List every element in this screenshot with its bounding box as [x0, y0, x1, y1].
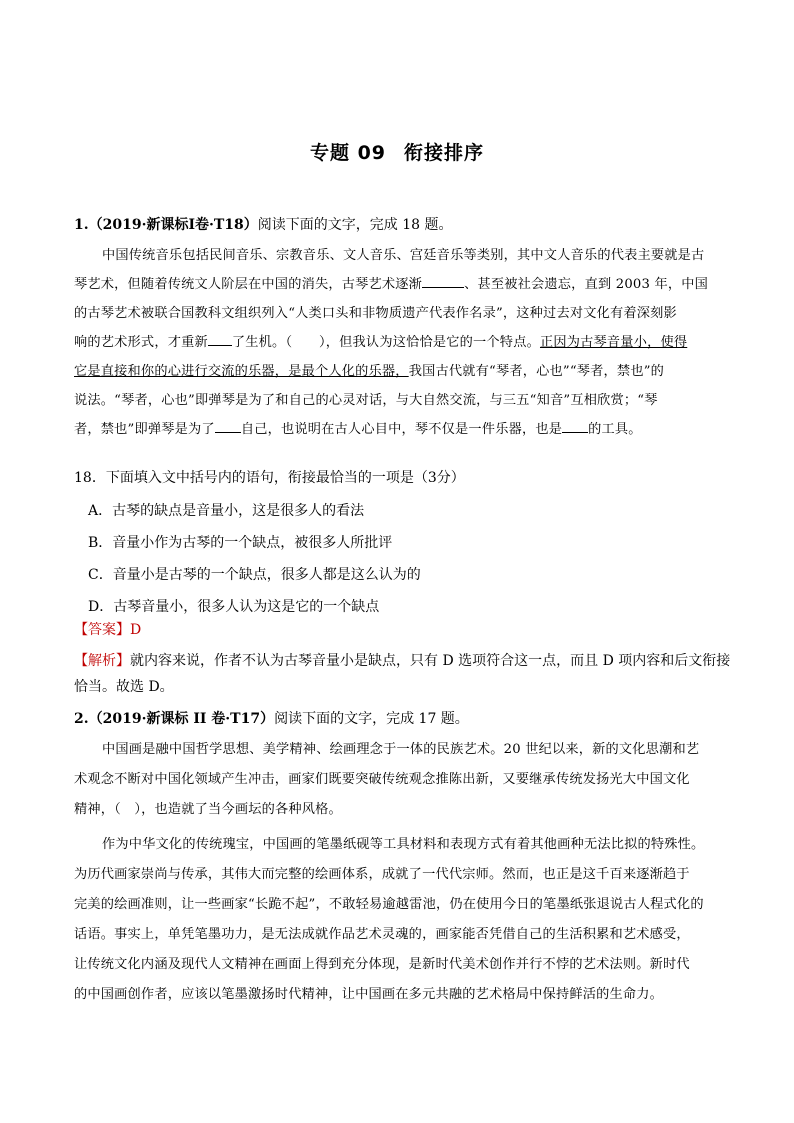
underlined-text: 正因为古琴音量小，使得 [539, 335, 688, 350]
analysis-block [74, 648, 731, 700]
fill-blank [215, 419, 241, 433]
passage-line: 的中国画创作者，应该以笔墨激扬时代精神，让中国画在多元共融的艺术格局中保持鲜活的生命力。 [74, 987, 664, 1002]
passage-line: 精神，（ ），也造就了当今画坛的各种风格。 [74, 802, 342, 817]
question-1-header [74, 214, 724, 234]
passage-line: 作为中华文化的传统瑰宝，中国画的笔墨纸砚等工具材料和表现方式有着其他画种无法比拟的特殊性。 [102, 837, 705, 852]
passage-line: 的古琴艺术被联合国教科文组织列入“人类口头和非物质遗产代表作名录”，这种过去对文化有着深刻影 [74, 306, 677, 321]
question-2-header [74, 708, 724, 728]
question-1-number: 1. [74, 217, 89, 233]
underlined-text: 它是直接和你的心进行交流的乐器，是最个人化的乐器， [74, 364, 409, 379]
passage-line: 话语。事实上，单凭笔墨功力，是无法成就作品艺术灵魂的，画家能否凭借自己的生活积累和艺术感受， [74, 927, 690, 942]
passage-line: 它是直接和你的心进行交流的乐器，是最个人化的乐器，我国古代就有“琴者，心也”“琴者，禁也”的 [74, 364, 665, 379]
question-2-passage-1 [74, 735, 724, 825]
question-2-source: （2019·新课标 II 卷·T17） [88, 711, 275, 727]
title-topic-name: 衔接排序 [404, 142, 485, 164]
option-a: A．古琴的缺点是音量小，这是很多人的看法 [88, 503, 365, 519]
passage-line: 让传统文化内涵及现代人文精神在画面上得到充分体现，是新时代美术创作并行不悖的艺术法则。新时代 [74, 957, 690, 972]
fill-blank [562, 419, 588, 433]
passage-line: 者，禁也”即弹琴是为了 自己，也说明在古人心目中，琴不仅是一件乐器，也是 的工具。 [74, 415, 724, 444]
question-2-number: 2. [74, 711, 89, 727]
answer-value: D [130, 622, 142, 638]
passage-line: 为历代画家崇尚与传承，其伟大而完整的绘画体系，成就了一代代宗师。然而，也正是这千百来逐渐趋于 [74, 867, 690, 882]
passage-line: 说法。“琴者，心也”即弹琴是为了和自己的心灵对话，与大自然交流，与三五“知音”互相欣赏；“琴 [74, 393, 658, 408]
question-1-instruction: 阅读下面的文字，完成 18 题。 [257, 217, 453, 233]
answer-label: 【答案】 [74, 622, 130, 638]
passage-line: 完美的绘画准则，让一些画家“长跪不起”，不敢轻易逾越雷池，仍在使用今日的笔墨纸张退说古人程式化的 [74, 897, 704, 912]
question-2-passage-2 [74, 830, 724, 1010]
question-1-source: （2019·新课标Ⅰ卷·T18） [88, 217, 258, 233]
analysis-line: 【解析】就内容来说，作者不认为古琴音量小是缺点，只有 D 选项符合这一点，而且 D 项内容和后文衔接 [74, 653, 731, 669]
option-d: D．古琴音量小，很多人认为这是它的一个缺点 [88, 599, 380, 615]
question-1-passage [74, 241, 724, 444]
question-2-instruction: 阅读下面的文字，完成 17 题。 [274, 711, 469, 727]
passage-line: 响的艺术形式，才重新 了生机。（ ），但我认为这恰恰是它的一个特点。正因为古琴音量小，使得 [74, 328, 724, 357]
question-18-stem: 18．下面填入文中括号内的语句，衔接最恰当的一项是（3分） [74, 470, 465, 486]
fill-blank [422, 274, 464, 288]
option-c: C．音量小是古琴的一个缺点，很多人都是这么认为的 [88, 567, 421, 583]
analysis-label: 【解析】 [74, 653, 130, 669]
answer-line [74, 620, 724, 640]
analysis-line: 恰当。故选 D。 [74, 679, 174, 695]
option-b: B．音量小作为古琴的一个缺点，被很多人所批评 [88, 535, 393, 551]
passage-line: 中国传统音乐包括民间音乐、宗教音乐、文人音乐、宫廷音乐等类别，其中文人音乐的代表主要就是古 [102, 248, 705, 263]
fill-blank [208, 332, 232, 346]
passage-line: 琴艺术，但随着传统文人阶层在中国的消失，古琴艺术逐渐 、甚至被社会遗忘，直到 2003 年，中国 [74, 270, 724, 299]
page-title [0, 138, 794, 165]
passage-line: 术观念不断对中国化领域产生冲击，画家们既要突破传统观念推陈出新，又要继承传统发扬光大中国文化 [74, 772, 690, 787]
title-topic-number: 专题 09 [309, 142, 387, 164]
passage-line: 中国画是融中国哲学思想、美学精神、绘画理念于一体的民族艺术。20 世纪以来，新的文化思潮和艺 [102, 742, 700, 757]
